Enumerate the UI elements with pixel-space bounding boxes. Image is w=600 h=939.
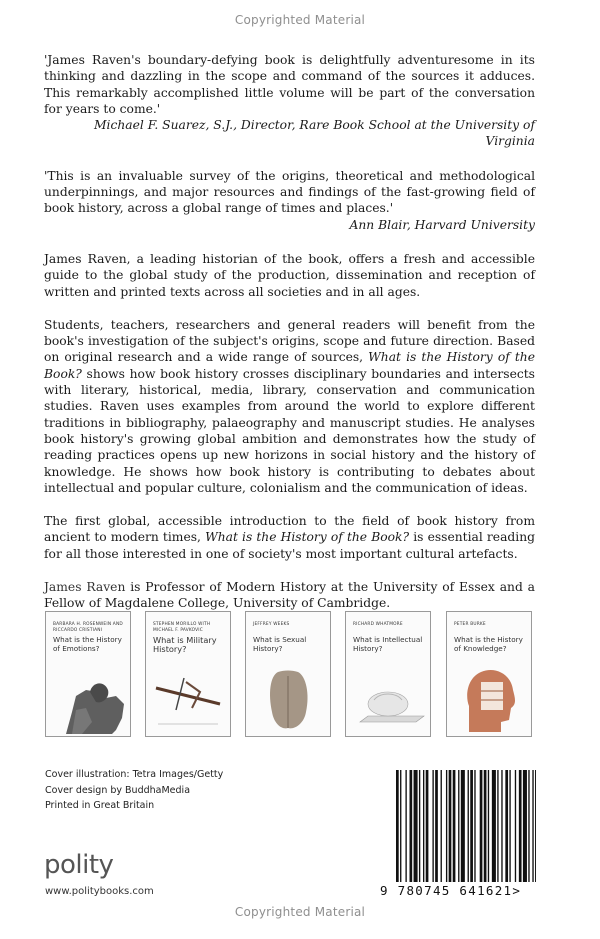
- barcode-bar: [400, 770, 401, 882]
- isbn-arrow: >: [512, 883, 522, 898]
- endorsement-quote: [44, 168, 535, 233]
- summary-paragraph: [44, 513, 535, 562]
- isbn-barcode: [396, 770, 536, 884]
- barcode-bar: [528, 770, 529, 882]
- barcode-bar: [414, 770, 418, 882]
- barcode-bar: [435, 770, 438, 882]
- back-cover-text: [44, 52, 535, 629]
- head-on-book-illustration: [346, 612, 430, 736]
- quote-attribution: Ann Blair, Harvard University: [349, 217, 535, 232]
- description-paragraph: [44, 317, 535, 496]
- author-bio: [44, 579, 535, 612]
- barcode-bar: [419, 770, 420, 882]
- author-bio-text: is Professor of Modern History at the University of Essex and a Fellow of Magdalene College, University of Cambridge.: [44, 580, 535, 611]
- barcode-bar: [423, 770, 424, 882]
- barcode-bar: [509, 770, 510, 882]
- barcode-bar: [535, 770, 536, 882]
- barcode-bar: [432, 770, 433, 882]
- barcode-bar: [453, 770, 456, 882]
- cover-title: What is Intellectual History?: [353, 635, 423, 653]
- sculpture-illustration: [246, 612, 330, 736]
- barcode-bar: [505, 770, 508, 882]
- publisher-url: www.politybooks.com: [45, 886, 154, 897]
- credit-line: Cover design by BuddhaMedia: [45, 784, 191, 796]
- publisher-logo: polity: [44, 850, 114, 880]
- credit-line: Printed in Great Britain: [45, 800, 155, 811]
- barcode-bar: [458, 770, 459, 882]
- endorsement-quote: [44, 52, 535, 150]
- barcode-bar: [519, 770, 522, 882]
- barcode-bar: [441, 770, 442, 882]
- barcode-bar: [426, 770, 429, 882]
- book-title: What is the History of the Book?: [205, 530, 410, 545]
- barcode-bar: [410, 770, 413, 882]
- series-cover: [45, 611, 131, 737]
- barcode-bar: [488, 770, 489, 882]
- quote-text: 'This is an invaluable survey of the origins, theoretical and methodological underpinnings, and major resources and findings of the fast-growing field of book history, across a global range of times and places.': [44, 168, 535, 216]
- series-cover: [446, 611, 532, 737]
- barcode-bar: [470, 770, 473, 882]
- cover-authors: JEFFREY WEEKS: [253, 622, 290, 627]
- intro-paragraph: James Raven, a leading historian of the book, offers a fresh and accessible guide to the global study of the production, dissemination and reception of written and printed texts across all societies and in all ages.: [44, 251, 535, 299]
- series-cover: [245, 611, 331, 737]
- watermark-bottom: Copyrighted Material: [234, 905, 366, 919]
- author-name: James Raven: [44, 580, 126, 595]
- barcode-bar: [405, 770, 406, 882]
- description-text: shows how book history crosses disciplinary boundaries and intersects with literary, historical, media, library, conservation and communication studies. Raven uses examples from around the world to explore different traditions in bibliography, palaeography and manuscript studies. He analyses book history's growing global ambition and demonstrates how the study of reading practices opens up new horizons in social history and the history of knowledge. He shows how book history is contributing to debates about intellectual and popular culture, colonialism and the communication of ideas.: [44, 366, 535, 495]
- cover-authors: RICHARD WHATMORE: [353, 622, 403, 627]
- cover-title: What is Sexual History?: [253, 635, 307, 653]
- description-text: Students, teachers, researchers and general readers will benefit from the book's investigation of the subject's origins, scope and future direction. Based on original research and a wide range of sources,: [44, 317, 535, 365]
- cover-authors: PETER BURKE: [454, 622, 486, 627]
- head-bookshelf-illustration: [447, 612, 531, 736]
- barcode-bar: [480, 770, 483, 882]
- cover-credits: [45, 767, 223, 814]
- cover-title: What is Military History?: [153, 635, 217, 654]
- barcode-bar: [523, 770, 527, 882]
- cover-title: What is the History of Knowledge?: [454, 635, 523, 653]
- credit-line: Cover illustration: Tetra Images/Getty: [45, 769, 224, 780]
- barcode-bar: [532, 770, 533, 882]
- cover-title: What is the History of Emotions?: [53, 635, 122, 653]
- barcode-bar: [468, 770, 469, 882]
- isbn-digits: 9 780745 641621: [380, 883, 513, 898]
- barcode-bar: [461, 770, 465, 882]
- watermark-top: Copyrighted Material: [234, 13, 366, 27]
- barcode-bar: [497, 770, 498, 882]
- quote-attribution: Michael F. Suarez, S.J., Director, Rare Book School at the University of Virginia: [93, 118, 535, 149]
- series-cover: [145, 611, 231, 737]
- summary-text: is essential reading for all those interested in one of society's most important cultural artefacts.: [44, 530, 535, 561]
- isbn-number: [380, 883, 521, 898]
- barcode-bar: [396, 770, 399, 882]
- cover-authors: BARBARA H. ROSENWEIN AND RICCARDO CRISTIANI: [53, 622, 123, 633]
- quote-text: 'James Raven's boundary-defying book is delightfully adventuresome in its thinking and dazzling in the scope and command of the sources it adduces. This remarkably accomplished little volume will be part of the conversation for years to come.': [44, 53, 535, 116]
- barcode-bar: [474, 770, 475, 882]
- cover-authors: STEPHEN MORILLO WITH MICHAEL F. PAVKOVIC: [153, 622, 211, 633]
- barcode-bar: [515, 770, 516, 882]
- barcode-bar: [449, 770, 452, 882]
- series-cover: [345, 611, 431, 737]
- series-covers: [45, 611, 537, 737]
- barcode-bar: [446, 770, 447, 882]
- barcode-bar: [501, 770, 502, 882]
- barcode-bar: [484, 770, 487, 882]
- barcode-bar: [492, 770, 496, 882]
- summary-text: The first global, accessible introduction to the field of book history from ancient to modern times,: [44, 514, 535, 545]
- book-title: What is the History of the Book?: [44, 350, 535, 381]
